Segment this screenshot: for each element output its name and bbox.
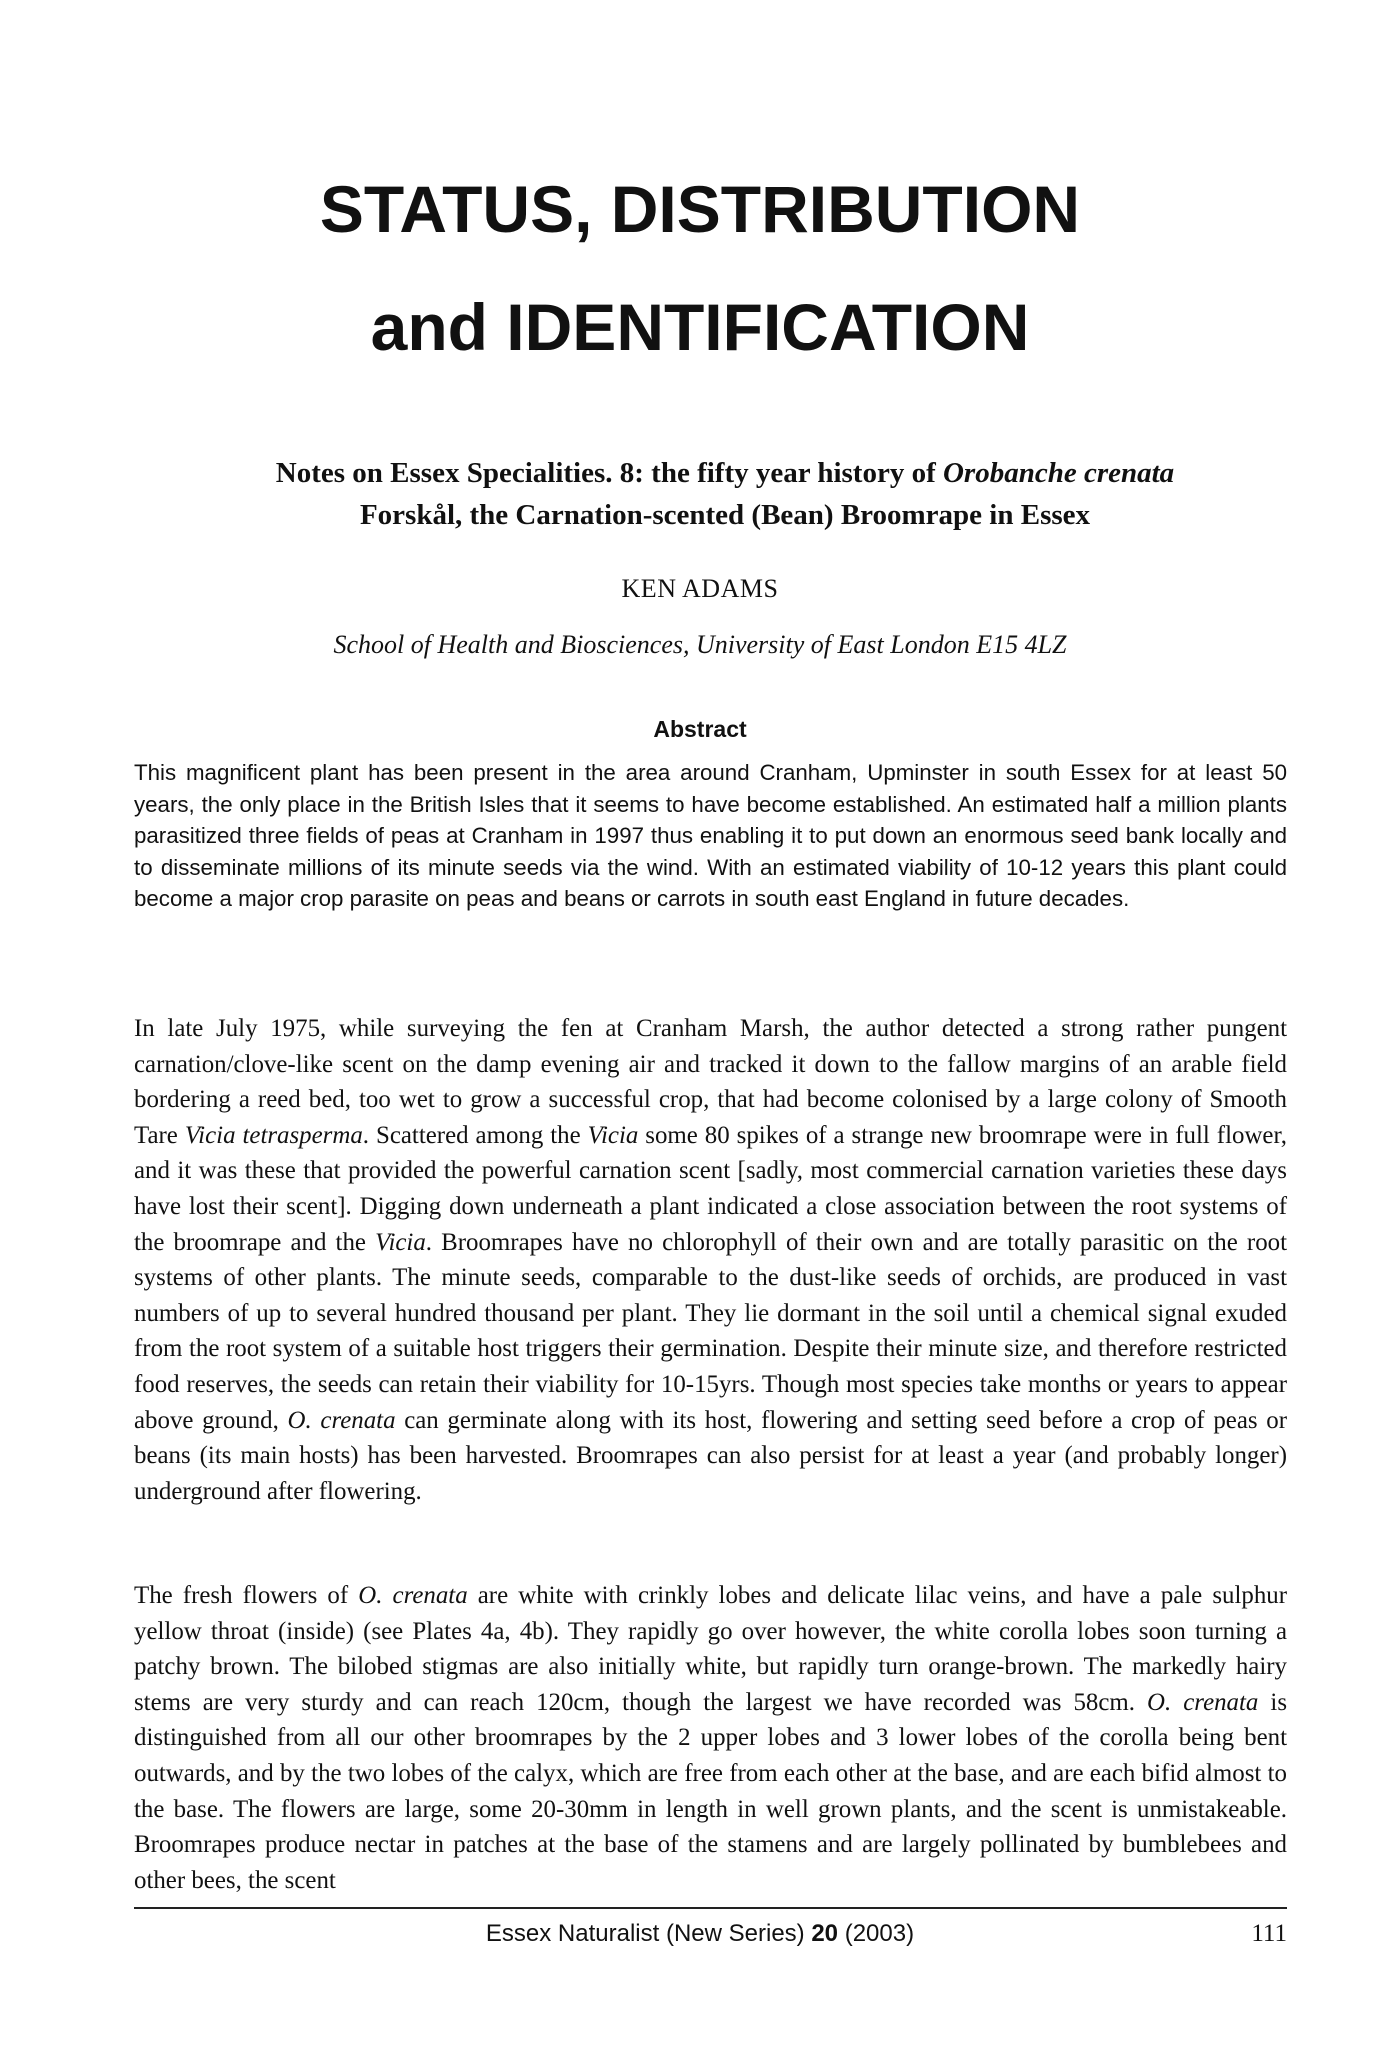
section-title-line-1: STATUS, DISTRIBUTION [319,172,1081,246]
species-name: Vicia tetrasperma [184,1121,363,1149]
body-paragraph-2 [134,1578,1287,1898]
author-affiliation: School of Health and Biosciences, University of East London E15 4LZ [333,630,1067,659]
species-name: O. crenata [358,1582,468,1609]
text-run: The fresh flowers of [134,1582,359,1609]
section-title-line-2: and IDENTIFICATION [370,290,1030,364]
species-name: O. crenata [287,1406,396,1434]
text-run: can germinate along with its host, flowering and setting seed before a crop of peas or beans (its main hosts) has been harvested. Broomrapes can also persist for at least a year (and probably longer) underground after flowering. [134,1406,1287,1505]
text-run: . Scattered among the [362,1121,588,1149]
body-paragraph-1 [134,1011,1287,1509]
text-run: is distinguished from all our other broomrapes by the 2 upper lobes and 3 lower lobes of the corolla being bent outwards, and by the two lobes of the calyx, which are free from each other at the base, and are each bifid almost to the base. The flowers are large, some 20-30mm in length in well grown plants, and the scent is unmistakeable. Broomrapes produce nectar in patches at the base of the stamens and are largely pollinated by bumblebees and other bees, the scent [134,1688,1288,1894]
author-name: KEN ADAMS [621,574,779,603]
species-name: Vicia [587,1121,639,1149]
species-name: O. crenata [1147,1688,1259,1716]
journal-year: (2003) [838,1920,915,1947]
footer-journal-citation [0,1920,1400,1948]
page-number: 111 [1251,1920,1287,1947]
text-run: In late July 1975, while surveying the fen at Cranham Marsh, the author detected a strong rather pungent carnation/clove-like scent on the damp evening air and tracked it down to the fallow margins of an arable field bordering a reed bed, too wet to grow a successful crop, that had become colonised by a large colony of Smooth Tare [134,1015,1287,1149]
journal-volume: 20 [811,1920,839,1947]
article-title-part-2: Forskål, the Carnation-scented (Bean) Broomrape in Essex [359,499,1091,531]
article-title-part-1: Notes on Essex Specialities. 8: the fifty year history of [275,457,943,489]
abstract-text: This magnificent plant has been present in the area around Cranham, Upminster in south Essex for at least 50 years, the only place in the British Isles that it seems to have become established. An estimated half a million plants parasitized three fields of peas at Cranham in 1997 thus enabling it to put down an enormous seed bank locally and to disseminate millions of its minute seeds via the wind. With an estimated viability of 10-12 years this plant could become a major crop parasite on peas and beans or carrots in south east England in future decades. [134,760,1287,912]
article-title-species: Orobanche crenata [942,457,1175,489]
section-title [0,150,1400,386]
text-run: are white with crinkly lobes and delicate lilac veins, and have a pale sulphur yellow throat (inside) (see Plates 4a, 4b). They rapidly go over however, the white corolla lobes soon turning a patchy brown. The bilobed stigmas are also initially white, but rapidly turn orange-brown. The markedly hairy stems are very sturdy and can reach 120cm, though the largest we have recorded was 58cm. [134,1582,1287,1716]
journal-name: Essex Naturalist (New Series) [485,1920,812,1947]
article-title [160,452,1290,536]
text-run: . Broomrapes have no chlorophyll of their own and are totally parasitic on the root systems of other plants. The minute seeds, comparable to the dust-like seeds of orchids, are produced in vast numbers of up to several hundred thousand per plant. They lie dormant in the soil until a chemical signal exuded from the root system of a suitable host triggers their germination. Despite their minute size, and therefore restricted food reserves, the seeds can retain their viability for 10-15yrs. Though most species take months or years to appear above ground, [134,1228,1288,1434]
footer-divider [134,1907,1287,1909]
text-run: some 80 spikes of a strange new broomrape were in full flower, and it was these that provided the powerful carnation scent [sadly, most commercial carnation varieties these days have lost their scent]. Digging down underneath a plant indicated a close association between the root systems of the broomrape and the [134,1121,1287,1256]
abstract-heading: Abstract [653,716,747,742]
species-name: Vicia [375,1228,426,1256]
